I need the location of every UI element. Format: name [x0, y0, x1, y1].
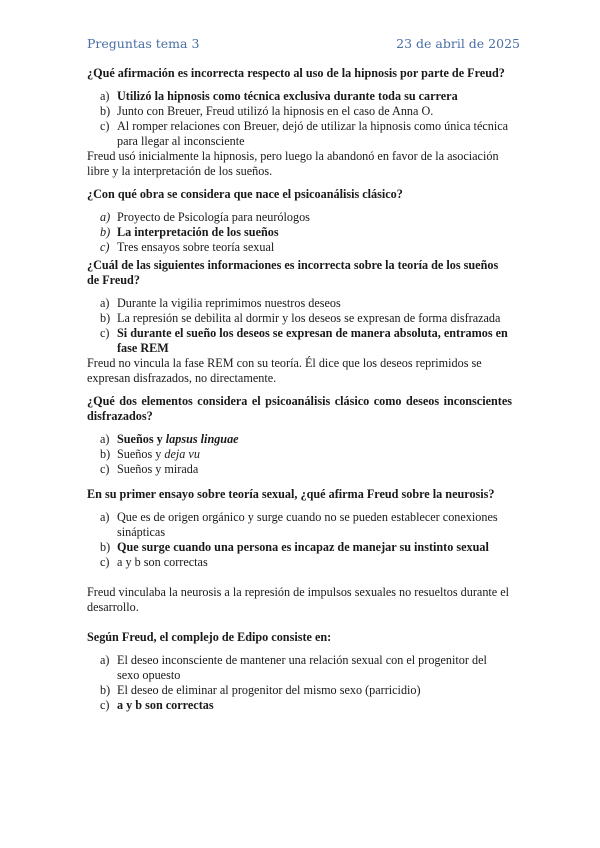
list-item [87, 555, 512, 570]
option-label: c) [100, 462, 110, 476]
option-label: a) [100, 89, 110, 103]
list-item [87, 653, 512, 683]
document-body [87, 66, 512, 713]
option-text: Junto con Breuer, Freud utilizó la hipnosis en el caso de Anna O. [117, 104, 434, 118]
question-6: Según Freud, el complejo de Edipo consiste en: [87, 630, 332, 644]
option-text: Que es de origen orgánico y surge cuando no se pueden establecer conexiones sinápticas [117, 510, 498, 539]
explanation-5: Freud vinculaba la neurosis a la represión de impulsos sexuales no resueltos durante el desarrollo. [87, 585, 510, 614]
option-text: Si durante el sueño los deseos se expresan de manera absoluta, entramos en fase REM [117, 326, 508, 355]
option-label: b) [100, 225, 111, 239]
option-label: b) [100, 311, 111, 325]
option-label: a) [100, 510, 110, 524]
option-text: Durante la vigilia reprimimos nuestros deseos [117, 296, 341, 310]
list-item [87, 540, 512, 555]
option-text: Que surge cuando una persona es incapaz de manejar su instinto sexual [117, 540, 489, 554]
question-4-options [87, 432, 512, 477]
option-text: Utilizó la hipnosis como técnica exclusiva durante toda su carrera [117, 89, 458, 103]
question-4: ¿Qué dos elementos considera el psicoanálisis clásico como deseos inconscientes disfrazados? [87, 394, 512, 423]
list-item [87, 240, 512, 255]
option-label: a) [100, 432, 110, 446]
list-item [87, 432, 512, 447]
header-date: 23 de abril de 2025 [396, 36, 520, 51]
option-text [117, 432, 512, 447]
list-item [87, 296, 512, 311]
option-label: a) [100, 210, 111, 224]
option-label: c) [100, 240, 110, 254]
list-item [87, 447, 512, 462]
question-2: ¿Con qué obra se considera que nace el psicoanálisis clásico? [87, 187, 403, 201]
option-label: b) [100, 104, 111, 118]
list-item [87, 510, 512, 540]
option-text: Proyecto de Psicología para neurólogos [117, 210, 310, 224]
question-2-options [87, 210, 512, 255]
header-title: Preguntas tema 3 [87, 36, 200, 51]
list-item [87, 225, 512, 240]
option-text-main: Sueños y [117, 432, 166, 446]
option-label: b) [100, 540, 111, 554]
option-text-italic: deja vu [164, 447, 200, 461]
list-item [87, 683, 512, 698]
option-text: a y b son correctas [117, 555, 208, 569]
page-header [87, 36, 520, 51]
question-3-options [87, 296, 512, 356]
option-label: c) [100, 119, 110, 133]
question-1-options [87, 89, 512, 149]
list-item [87, 104, 512, 119]
option-label: a) [100, 653, 110, 667]
option-label: c) [100, 326, 110, 340]
list-item [87, 210, 512, 225]
option-text: Sueños y mirada [117, 462, 199, 476]
option-text-italic: lapsus linguae [165, 432, 239, 446]
option-text [117, 447, 512, 462]
list-item [87, 698, 512, 713]
option-text: a y b son correctas [117, 698, 214, 712]
list-item [87, 89, 512, 104]
option-label: a) [100, 296, 110, 310]
question-6-options [87, 653, 512, 713]
option-text: Al romper relaciones con Breuer, dejó de utilizar la hipnosis como única técnica para llegar al inconsciente [117, 119, 509, 148]
option-text: Tres ensayos sobre teoría sexual [117, 240, 275, 254]
list-item [87, 326, 512, 356]
option-text: El deseo inconsciente de mantener una relación sexual con el progenitor del sexo opuesto [117, 653, 487, 682]
option-label: b) [100, 447, 111, 461]
option-text: La interpretación de los sueños [117, 225, 279, 239]
question-5-options [87, 510, 512, 570]
list-item [87, 311, 512, 326]
explanation-1: Freud usó inicialmente la hipnosis, pero luego la abandonó en favor de la asociación libre y la interpretación de los sueños. [87, 149, 499, 178]
option-label: c) [100, 555, 110, 569]
question-5: En su primer ensayo sobre teoría sexual, ¿qué afirma Freud sobre la neurosis? [87, 487, 495, 501]
list-item [87, 462, 512, 477]
option-text: La represión se debilita al dormir y los deseos se expresan de forma disfrazada [117, 311, 501, 325]
option-label: b) [100, 683, 111, 697]
option-text-main: Sueños y [117, 447, 165, 461]
explanation-3: Freud no vincula la fase REM con su teoría. Él dice que los deseos reprimidos se expresan disfrazados, no directamente. [87, 356, 482, 385]
question-3: ¿Cuál de las siguientes informaciones es incorrecta sobre la teoría de los sueños de Freud? [87, 258, 499, 287]
option-label: c) [100, 698, 110, 712]
list-item [87, 119, 512, 149]
option-text: El deseo de eliminar al progenitor del mismo sexo (parricidio) [117, 683, 421, 697]
question-1: ¿Qué afirmación es incorrecta respecto al uso de la hipnosis por parte de Freud? [87, 66, 505, 80]
